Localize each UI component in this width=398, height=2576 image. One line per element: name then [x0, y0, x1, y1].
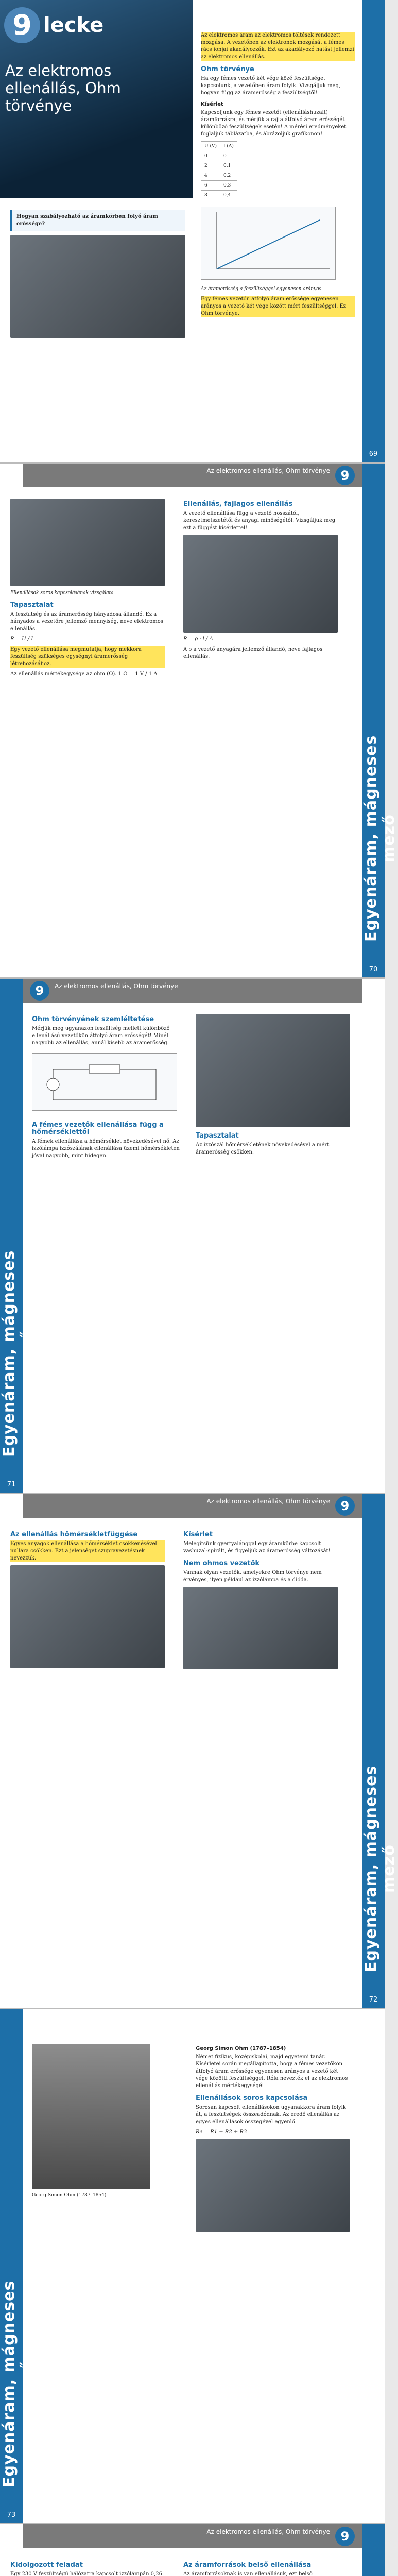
lesson-hero-photo — [0, 0, 193, 198]
intro-text: Az elektromos áram az elektromos töltések rendezett mozgása. A vezetőben az elektronok mozgását a fémes rács ionjai akadályozzák. Ezt az akadályozó hatást jellemzi az elektromos ellenállás. — [201, 32, 355, 61]
right-sidebar: Egyenáram, mágneses mező 72 — [362, 1494, 385, 2008]
lesson-title: Az elektromos ellenállás, Ohm törvénye — [5, 62, 121, 114]
page-4: 9 Az elektromos ellenállás, Ohm törvénye Az ellenállás hőmérsékletfüggése Egyes anyagok ellenállása a hőmérséklet csökkenésével nullára csökken. Ezt a jelenséget szupravezetésnek nevezzük. Kísérlet Melegítsünk gyertyalánggal egy áramkörbe kapcsolt vashuzal-spirált, és figyeljük az áramerősség változását! Nem ohmos vezetők Vannak olyan vezetők, amelyekre Ohm törvénye nem érvényes, ilyen például az izzólámpa és a dióda. Egyenáram, mágneses mező 72 — [0, 1494, 385, 2009]
running-header: 9 Az elektromos ellenállás, Ohm törvénye — [23, 979, 362, 1003]
ohm-portrait — [32, 2044, 150, 2189]
lesson-number-badge: 9 — [4, 7, 40, 43]
right-sidebar: 69 — [362, 0, 385, 462]
lamp-experiment-photo — [196, 1014, 350, 1127]
left-sidebar: Egyenáram, mágneses mező 71 — [0, 979, 23, 1493]
law-text: Egy fémes vezetőn átfolyó áram erőssége egyenesen arányos a vezető két vége között mért feszültséggel. Ez Ohm törvénye. — [201, 296, 355, 317]
ohm-text: Ha egy fémes vezető két vége közé feszültséget kapcsolunk, a vezetőben áram folyik. Vizsgáljuk meg, hogyan függ az áramerősség a feszültségtől! — [201, 76, 341, 96]
running-header: 9 Az elektromos ellenállás, Ohm törvénye — [23, 2524, 362, 2548]
page-1 — [0, 0, 385, 464]
circuit-diagram — [32, 1053, 177, 1111]
experiment-heading: Kísérlet — [201, 101, 223, 107]
page-6: 9 Az elektromos ellenállás, Ohm törvénye Kidolgozott feladat Egy 230 V feszültségű hálózatra kapcsolt izzólámpán 0,26 Az áramforrások belső ellenállása Az áramforrásoknak is van ellenállásuk, ezt belső — [0, 2524, 385, 2576]
resistance-formula: R = U / I — [10, 636, 33, 642]
page-3: Egyenáram, mágneses mező 71 9 Az elektromos ellenállás, Ohm törvénye Ohm törvényének szemléltetése Mérjük meg ugyanazon feszültség mellett különböző ellenállású vezetőkön átfolyó áram erősségét! Minél nagyobb az ellenállás, annál kisebb az áramerősség. A fémes vezetők ellenállása függ a hőmérséklettől A fémek ellenállása a hőmérséklet növekedésével nő. Az izzólámpa izzószálának ellenállása üzemi hőmérsékleten jóval nagyobb, mint hidegen. Tapasztalat Az izzószál hőmérsékletének növekedésével a mért áramerősség csökken. — [0, 979, 385, 1494]
running-header: 9 Az elektromos ellenállás, Ohm törvénye — [23, 464, 362, 487]
heading-ohm: Ohm törvénye — [201, 65, 254, 73]
heating-experiment-photo — [10, 1565, 165, 1668]
lesson-word: lecke — [43, 13, 104, 37]
left-sidebar: Egyenáram, mágneses mező 73 — [0, 2009, 23, 2523]
page-2: 9 Az elektromos ellenállás, Ohm törvénye Ellenállások soros kapcsolásának vizsgálata Tapasztalat A feszültség és az áramerősség hányadosa állandó. Ez a hányados a vezetőre jellemző mennyiség, neve elektromos ellenállás. R = U / I Egy vezető ellenállása megmutatja, hogy mekkora feszültség szükséges egységnyi áramerősség létrehozásához. Az ellenállás mértékegysége az ohm (Ω). 1 Ω = 1 V / 1 A Ellenállás, fajlagos ellenállás A vezető ellenállása függ a vezető hosszától, keresztmetszetétől és anyagi minőségétől. Vizsgáljuk meg ezt a függést kísérlettel! R = ρ · l / A A ρ a vezető anyagára jellemző állandó, neve fajlagos ellenállás. Egyenáram, mágneses mező 70 — [0, 464, 385, 979]
multimeter-photo — [183, 1587, 338, 1669]
experiment-photo — [10, 235, 185, 338]
right-sidebar — [362, 2524, 385, 2576]
resistors-photo — [196, 2139, 350, 2232]
page-5: Egyenáram, mágneses mező 73 Georg Simon Ohm (1787–1854) Georg Simon Ohm (1787–1854) Német fizikus, középiskolai, majd egyetemi tanár. Kísérletei során megállapította, hogy a fémes vezetőkön átfolyó áram erőssége egyenesen arányos a vezető két vége közötti feszültséggel. Róla nevezték el az elektromos ellenállás mértékegységét. Ellenállások soros kapcsolása Sorosan kapcsolt ellenállásokon ugyanakkora áram folyik át, a feszültségek összeadódnak. Az eredő ellenállás az egyes ellenállások összegével egyenlő. Re = R1 + R2 + R3 — [0, 2009, 385, 2524]
experiment-text: Kapcsoljunk egy fémes vezetőt (ellenálláshuzalt) áramforrásra, és mérjük a rajta átfolyó áram erősségét különböző feszültségek esetén! A mérési eredményeket foglaljuk táblázatba, és ábrázoljuk grafikonon! — [201, 110, 347, 137]
ui-graph — [201, 207, 336, 280]
opening-question: Hogyan szabályozható az áramkörben folyó áram erőssége? — [10, 210, 185, 231]
measurement-table: U (V) I (A) 0 0 2 0,1 4 0,2 6 0,3 8 0,4 — [201, 141, 237, 200]
graph-caption: Az áramerősség a feszültséggel egyenesen arányos — [201, 286, 322, 292]
series-circuit-photo — [10, 499, 165, 586]
running-header: 9 Az elektromos ellenállás, Ohm törvénye — [23, 1494, 362, 1518]
right-sidebar: Egyenáram, mágneses mező 70 — [362, 464, 385, 977]
wire-apparatus-photo — [183, 535, 338, 633]
